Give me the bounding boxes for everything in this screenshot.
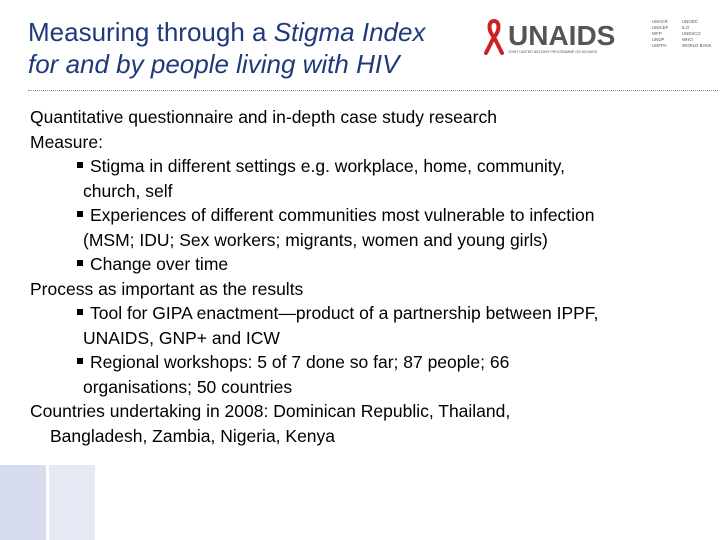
- cosponsor-8: UNESCO: [682, 31, 701, 36]
- slide-body: [30, 105, 710, 448]
- logo-brand: UNAIDS: [508, 20, 616, 51]
- decorative-block: [49, 465, 95, 540]
- slide-title: [28, 16, 498, 80]
- cosponsor-10: WORLD BANK: [682, 43, 712, 48]
- decorative-block: [0, 465, 49, 540]
- bullet-square-icon: [77, 211, 83, 217]
- cosponsor-2: UNICEF: [652, 25, 669, 30]
- bullet-item: Regional workshops: 5 of 7 done so far; 87 people; 66: [30, 350, 710, 375]
- bullet-item: Tool for GIPA enactment—product of a partnership between IPPF,: [30, 301, 710, 326]
- body-line-continuation: Bangladesh, Zambia, Nigeria, Kenya: [50, 425, 336, 446]
- bullet-continuation: (MSM; IDU; Sex workers; migrants, women and young girls): [83, 229, 548, 250]
- body-line: Quantitative questionnaire and in-depth case study research: [30, 107, 497, 127]
- cosponsor-5: UNFPA: [652, 43, 667, 48]
- title-italic: Stigma Index: [273, 17, 426, 47]
- cosponsor-3: WFP: [652, 31, 662, 36]
- cosponsor-6: UNODC: [682, 19, 699, 24]
- bullet-continuation: church, self: [83, 180, 173, 201]
- title-divider: [28, 90, 718, 91]
- bullet-continuation: UNAIDS, GNP+ and ICW: [83, 327, 280, 348]
- cosponsor-9: WHO: [682, 37, 693, 42]
- bullet-item: Change over time: [30, 252, 710, 277]
- logo-tagline: JOINT UNITED NATIONS PROGRAMME ON HIV/AIDS: [508, 50, 598, 54]
- bullet-item: Experiences of different communities most vulnerable to infection: [30, 203, 710, 228]
- title-line2: for and by people living with HIV: [28, 49, 400, 79]
- bullet-square-icon: [77, 260, 83, 266]
- cosponsor-7: ILO: [682, 25, 690, 30]
- body-line: Process as important as the results: [30, 278, 304, 299]
- body-line: Countries undertaking in 2008: Dominican Republic, Thailand,: [30, 401, 511, 421]
- title-prefix: Measuring through a: [28, 17, 274, 47]
- red-ribbon-icon: [486, 21, 502, 53]
- bullet-square-icon: [77, 162, 83, 168]
- bullet-square-icon: [77, 358, 83, 364]
- unaids-logo: [482, 15, 714, 57]
- cosponsor-4: UNDP: [652, 37, 665, 42]
- bullet-item: Stigma in different settings e.g. workplace, home, community,: [30, 154, 710, 179]
- body-line: Measure:: [30, 131, 103, 152]
- cosponsor-1: UNHCR: [652, 19, 668, 24]
- bullet-continuation: organisations; 50 countries: [83, 376, 293, 397]
- bullet-square-icon: [77, 309, 83, 315]
